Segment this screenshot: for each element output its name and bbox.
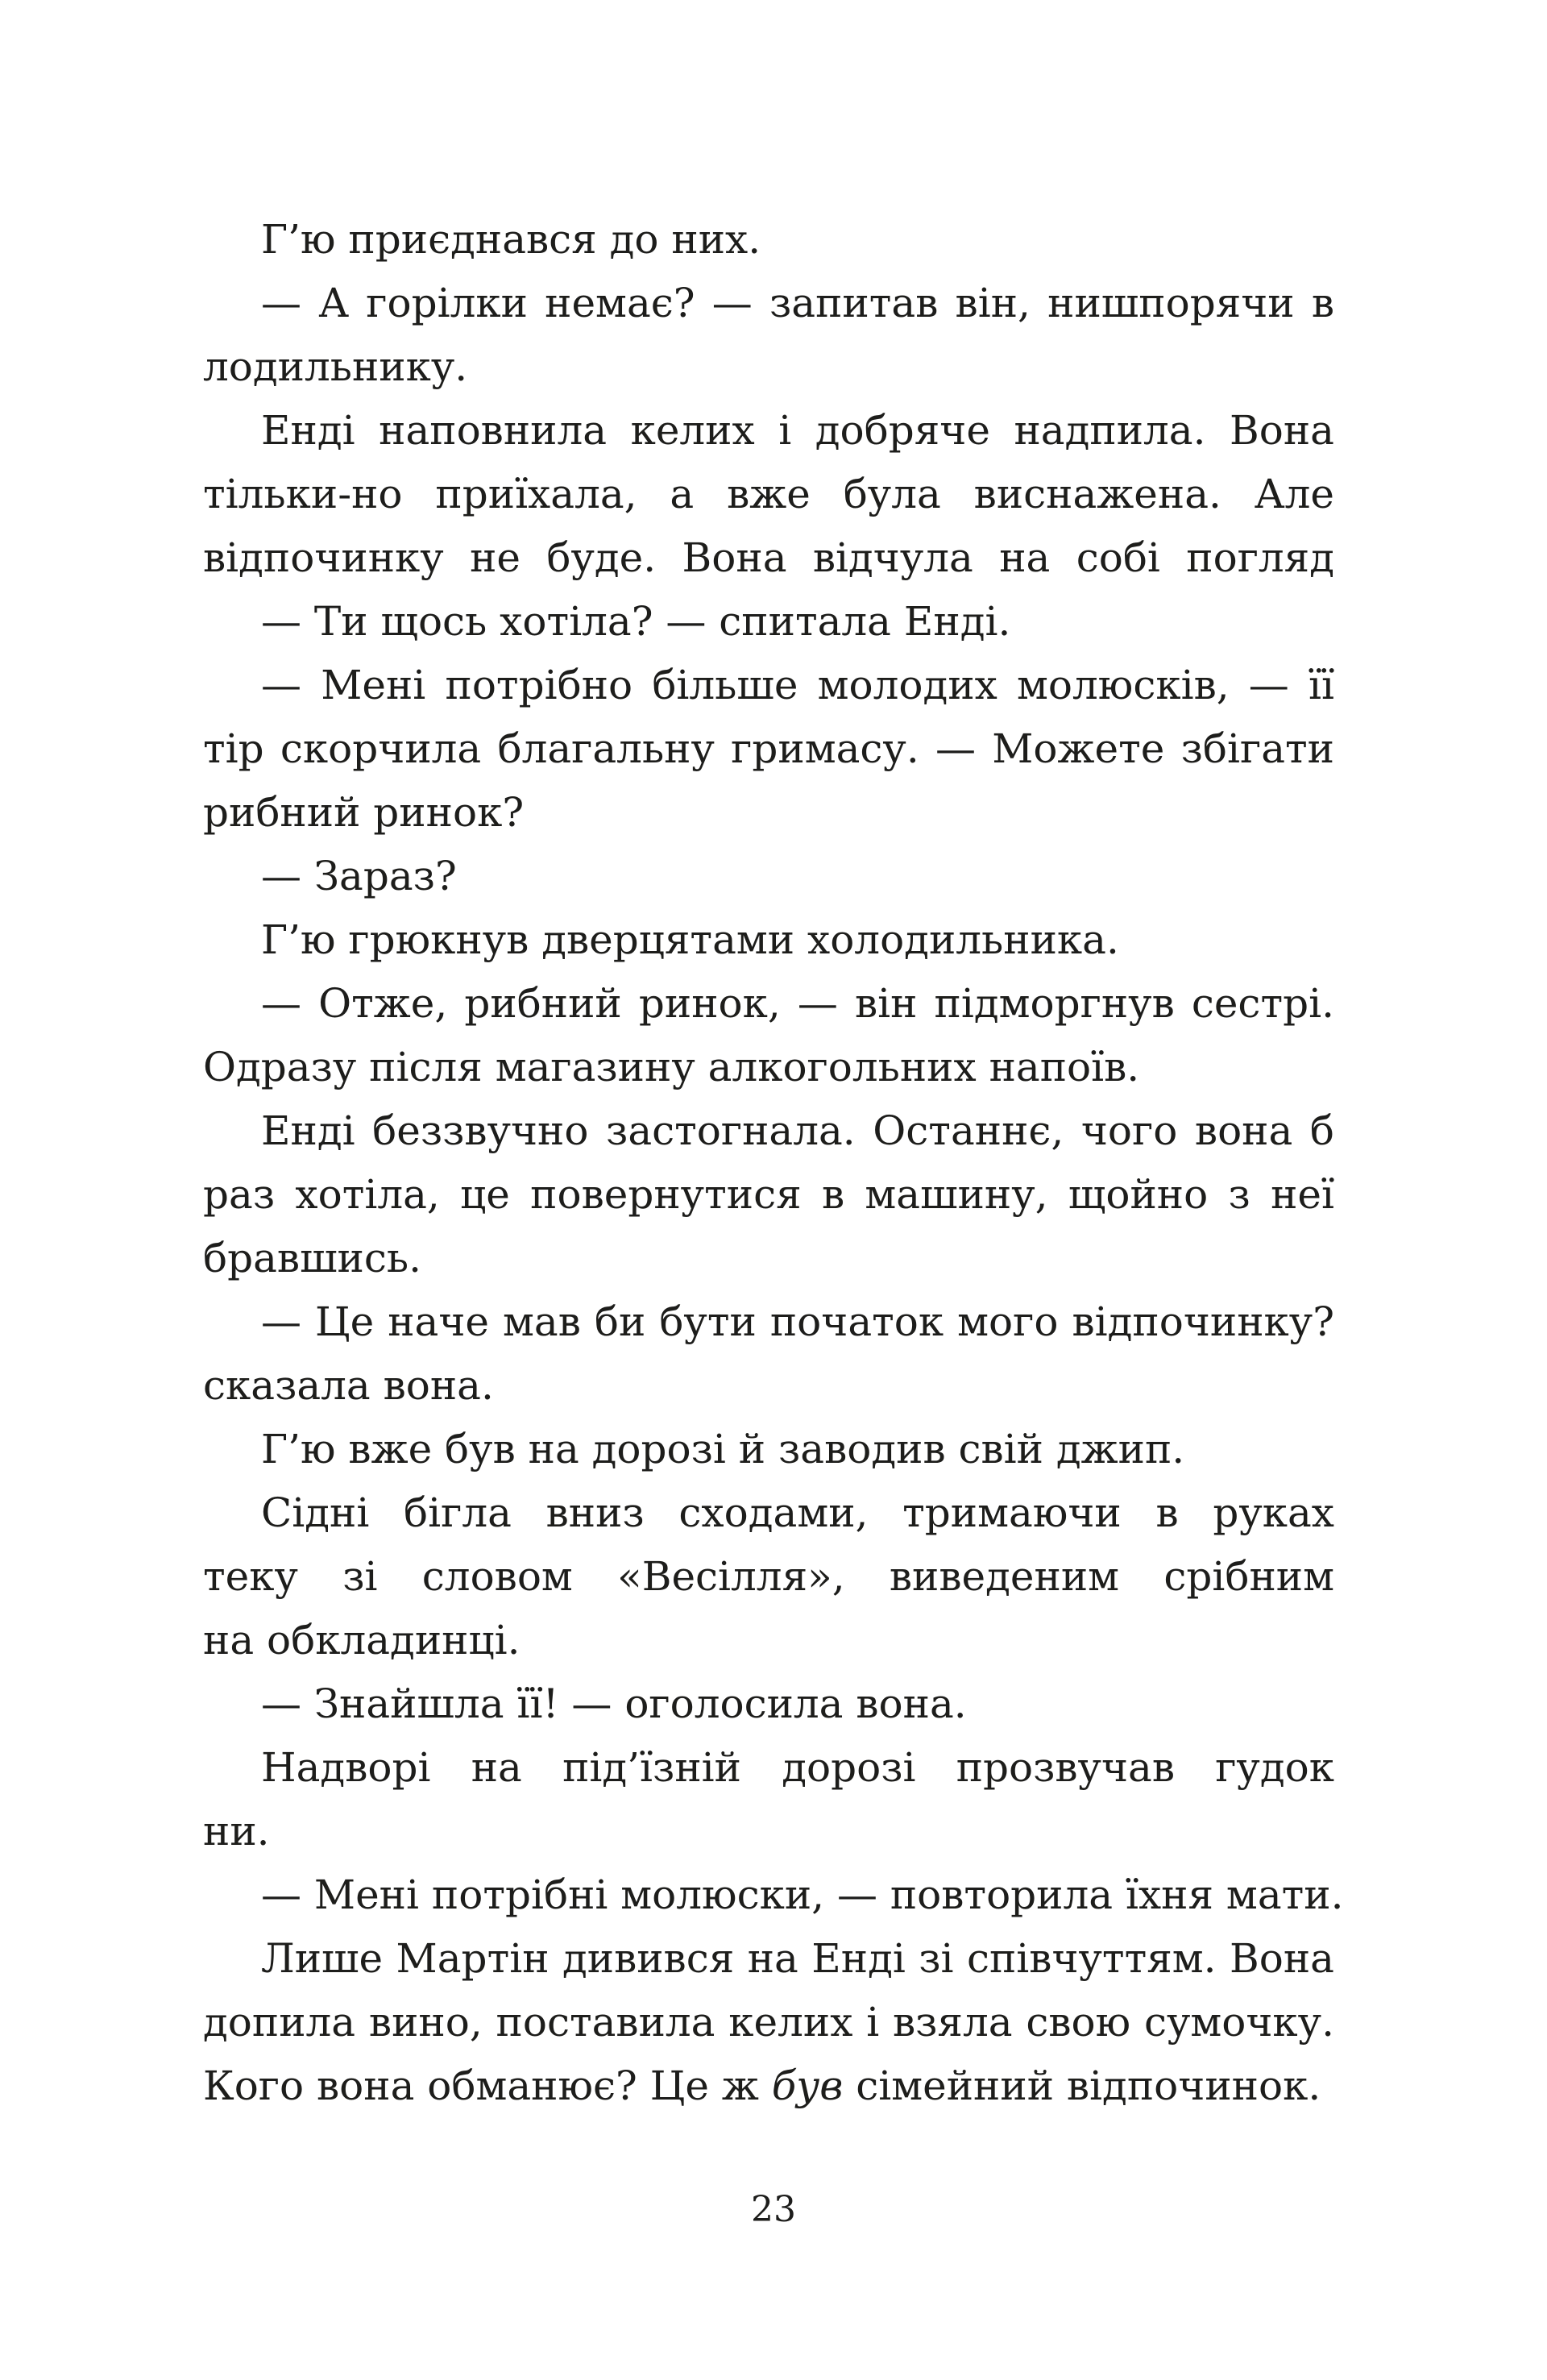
text-line: лодильнику. bbox=[203, 343, 468, 390]
body-text bbox=[203, 208, 1344, 2118]
text-segment: Кого вона обманює? Це ж bbox=[203, 2062, 772, 2109]
text-line: Г’ю грюкнув дверцятами холодильника. bbox=[261, 916, 1119, 963]
text-line: рибний ринок? bbox=[203, 789, 525, 836]
text-line: теку зі словом «Весілля», виведеним срібним bbox=[203, 1553, 1334, 1600]
text-line: тільки-но приїхала, а вже була виснажена. Але bbox=[203, 471, 1334, 517]
text-segment: сімейний відпочинок. bbox=[843, 2062, 1321, 2109]
text-line: — Отже, рибний ринок, — він підморгнув сестрі. bbox=[261, 980, 1334, 1027]
text-line: — Мені потрібно більше молодих молюсків, — її bbox=[261, 662, 1334, 708]
text-line: ни. bbox=[203, 1808, 270, 1855]
text-line: відпочинку не буде. Вона відчула на собі погляд bbox=[203, 534, 1334, 581]
text-line: Г’ю приєднався до них. bbox=[261, 216, 761, 263]
text-line: Надворі на під’їзній дорозі прозвучав гудок bbox=[261, 1744, 1334, 1791]
italic-word: був bbox=[771, 2062, 844, 2109]
text-line: — Знайшла її! — оголосила вона. bbox=[261, 1680, 967, 1727]
text-line: Г’ю вже був на дорозі й заводив свій джип. bbox=[261, 1426, 1185, 1472]
text-line: Одразу після магазину алкогольних напоїв. bbox=[203, 1044, 1140, 1090]
text-line: Сідні бігла вниз сходами, тримаючи в руках bbox=[261, 1489, 1334, 1536]
text-line: на обкладинці. bbox=[203, 1617, 521, 1664]
text-line: — А горілки немає? — запитав він, нишпорячи в bbox=[261, 280, 1334, 326]
text-line: — Мені потрібні молюски, — повторила їхня мати. bbox=[261, 1871, 1344, 1918]
text-line-last bbox=[203, 2054, 1334, 2118]
text-line: Енді беззвучно застогнала. Останнє, чого вона б bbox=[261, 1107, 1334, 1154]
text-line: — Ти щось хотіла? — спитала Енді. bbox=[261, 598, 1011, 645]
text-line: бравшись. bbox=[203, 1235, 421, 1281]
text-line: раз хотіла, це повернутися в машину, щойно з неї bbox=[203, 1171, 1334, 1218]
text-line: — Зараз? bbox=[261, 853, 457, 899]
page-number: 23 bbox=[751, 2189, 796, 2230]
text-line: сказала вона. bbox=[203, 1362, 494, 1409]
text-line: тір скорчила благальну гримасу. — Можете збігати bbox=[203, 725, 1334, 772]
text-line: Лише Мартін дивився на Енді зі співчуттям. Вона bbox=[261, 1935, 1334, 1982]
text-line: допила вино, поставила келих і взяла свою сумочку. bbox=[203, 1999, 1334, 2046]
text-line: Енді наповнила келих і добряче надпила. Вона bbox=[261, 407, 1334, 454]
text-line: — Це наче мав би бути початок мого відпочинку? bbox=[261, 1298, 1334, 1345]
